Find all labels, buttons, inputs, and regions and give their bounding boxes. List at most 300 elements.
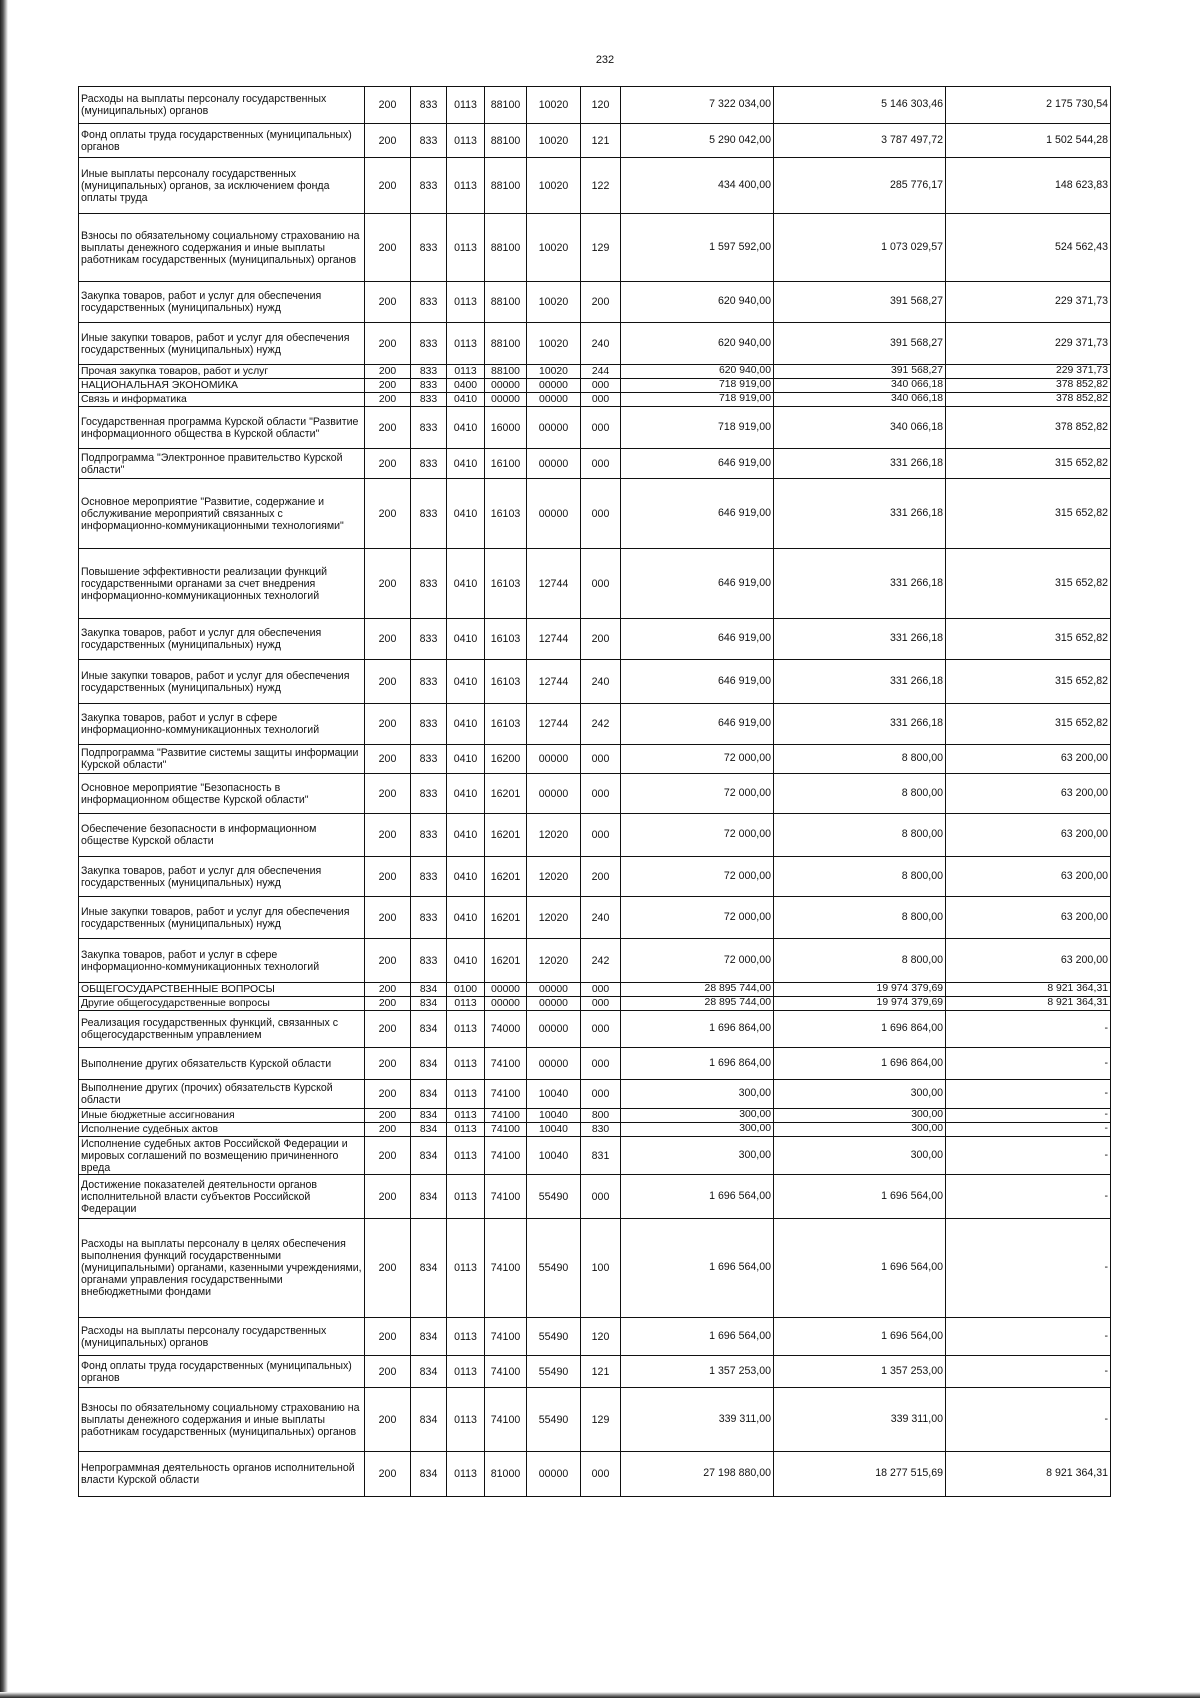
amount-value: 1 696 564,00	[881, 1261, 943, 1273]
amount-value: 300,00	[910, 1148, 943, 1161]
cell-amount-2	[774, 857, 946, 897]
cell-amount-1	[621, 774, 774, 814]
cell-col-code-5: 00000	[527, 983, 581, 997]
cell-col-code-5: 12020	[527, 939, 581, 983]
amount-value: 524 562,43	[1054, 240, 1108, 253]
cell-col-code-5: 10020	[527, 124, 581, 158]
cell-row-name: Иные закупки товаров, работ и услуг для обеспечения государственных (муниципальных) нужд	[79, 660, 365, 704]
amount-value: 646 919,00	[717, 576, 771, 589]
amount-value: 315 652,82	[1054, 456, 1108, 469]
amount-value: 378 852,82	[1054, 420, 1108, 433]
cell-amount-1	[621, 393, 774, 407]
cell-col-code-4: 88100	[485, 214, 527, 282]
cell-col-code-6: 200	[581, 619, 621, 660]
cell-amount-2	[774, 1388, 946, 1452]
cell-row-name: Взносы по обязательному социальному страхованию на выплаты денежного содержания и иные выплаты работникам государственных (муниципальных) органов	[79, 1388, 365, 1452]
amount-value: 646 919,00	[717, 506, 771, 519]
cell-col-code-5: 10020	[527, 214, 581, 282]
cell-col-code-2: 833	[411, 774, 447, 814]
amount-value: 19 974 379,69	[876, 983, 943, 994]
cell-col-code-3: 0410	[447, 393, 485, 407]
cell-col-code-2: 834	[411, 1048, 447, 1080]
cell-col-code-2: 834	[411, 1123, 447, 1137]
amount-value: 620 940,00	[717, 295, 771, 307]
cell-col-code-5: 10020	[527, 365, 581, 379]
table-row	[79, 745, 1111, 774]
amount-value: 63 200,00	[1060, 869, 1108, 882]
cell-amount-3	[946, 983, 1111, 997]
cell-amount-2	[774, 1123, 946, 1137]
cell-col-code-3: 0410	[447, 857, 485, 897]
cell-col-code-6: 121	[581, 124, 621, 158]
cell-col-code-1: 200	[365, 1011, 411, 1048]
cell-row-name: Подпрограмма "Электронное правительство Курской области"	[79, 449, 365, 479]
cell-col-code-5: 00000	[527, 1011, 581, 1048]
cell-col-code-2: 834	[411, 983, 447, 997]
amount-value: 315 652,82	[1054, 717, 1108, 729]
cell-col-code-6: 000	[581, 407, 621, 449]
amount-value: 340 066,18	[889, 420, 943, 433]
cell-amount-2	[774, 1452, 946, 1497]
cell-col-code-1: 200	[365, 214, 411, 282]
table-row	[79, 407, 1111, 449]
cell-amount-3	[946, 87, 1111, 124]
cell-amount-1	[621, 939, 774, 983]
amount-value: 300,00	[738, 1087, 771, 1099]
table-row	[79, 214, 1111, 282]
amount-value: 315 652,82	[1054, 576, 1108, 589]
amount-value: 300,00	[911, 1109, 943, 1120]
cell-amount-3	[946, 1219, 1111, 1318]
cell-amount-3	[946, 449, 1111, 479]
amount-value: 315 652,82	[1054, 506, 1108, 519]
amount-value: 1 696 564,00	[881, 1189, 943, 1202]
cell-col-code-3: 0113	[447, 997, 485, 1011]
cell-amount-3	[946, 1109, 1111, 1123]
cell-col-code-6: 000	[581, 1011, 621, 1048]
cell-amount-3	[946, 407, 1111, 449]
table-row	[79, 449, 1111, 479]
amount-value: -	[1104, 1022, 1108, 1034]
amount-value: 3 787 497,72	[881, 133, 943, 146]
cell-col-code-3: 0113	[447, 1356, 485, 1388]
budget-table	[78, 86, 1111, 1497]
cell-col-code-6: 240	[581, 323, 621, 365]
cell-amount-1	[621, 1219, 774, 1318]
cell-row-name: Непрограммная деятельность органов исполнительной власти Курской области	[79, 1452, 365, 1497]
cell-col-code-3: 0113	[447, 1318, 485, 1356]
amount-value: -	[1104, 1261, 1108, 1273]
cell-col-code-4: 74100	[485, 1080, 527, 1109]
amount-value: 8 921 364,31	[1047, 997, 1108, 1008]
amount-value: 28 895 744,00	[704, 983, 771, 994]
amount-value: -	[1104, 1056, 1108, 1069]
cell-col-code-6: 200	[581, 857, 621, 897]
cell-amount-1	[621, 745, 774, 774]
amount-value: 331 266,18	[889, 576, 943, 589]
cell-col-code-5: 10040	[527, 1123, 581, 1137]
cell-amount-1	[621, 1137, 774, 1175]
amount-value: 331 266,18	[889, 506, 943, 519]
cell-col-code-4: 00000	[485, 379, 527, 393]
cell-amount-1	[621, 1048, 774, 1080]
cell-amount-3	[946, 549, 1111, 619]
cell-col-code-5: 55490	[527, 1388, 581, 1452]
cell-col-code-1: 200	[365, 997, 411, 1011]
cell-col-code-1: 200	[365, 1123, 411, 1137]
cell-amount-3	[946, 158, 1111, 214]
table-row	[79, 774, 1111, 814]
amount-value: 331 266,18	[889, 717, 943, 729]
amount-value: -	[1104, 1189, 1108, 1202]
cell-row-name: Взносы по обязательному социальному страхованию на выплаты денежного содержания и иные выплаты работникам государственных (муниципальных) органов	[79, 214, 365, 282]
cell-col-code-2: 833	[411, 124, 447, 158]
amount-value: 1 696 564,00	[709, 1329, 771, 1342]
cell-amount-1	[621, 158, 774, 214]
amount-value: 300,00	[739, 1123, 771, 1134]
amount-value: 718 919,00	[718, 379, 771, 390]
cell-col-code-1: 200	[365, 379, 411, 393]
cell-row-name: Выполнение других (прочих) обязательств Курской области	[79, 1080, 365, 1109]
cell-col-code-5: 00000	[527, 479, 581, 549]
cell-col-code-1: 200	[365, 745, 411, 774]
cell-amount-2	[774, 1109, 946, 1123]
amount-value: -	[1104, 1087, 1108, 1099]
cell-col-code-4: 74100	[485, 1109, 527, 1123]
cell-amount-2	[774, 1175, 946, 1219]
cell-col-code-3: 0113	[447, 1452, 485, 1497]
amount-value: 1 597 592,00	[709, 240, 771, 253]
table-row	[79, 1011, 1111, 1048]
cell-col-code-2: 833	[411, 214, 447, 282]
cell-amount-2	[774, 774, 946, 814]
amount-value: 148 623,83	[1054, 178, 1108, 191]
cell-col-code-1: 200	[365, 1388, 411, 1452]
cell-col-code-2: 833	[411, 323, 447, 365]
cell-col-code-5: 00000	[527, 774, 581, 814]
cell-amount-2	[774, 282, 946, 323]
cell-col-code-6: 000	[581, 1080, 621, 1109]
cell-col-code-6: 129	[581, 1388, 621, 1452]
cell-col-code-1: 200	[365, 365, 411, 379]
cell-row-name: Фонд оплаты труда государственных (муниципальных) органов	[79, 1356, 365, 1388]
cell-col-code-3: 0113	[447, 1219, 485, 1318]
amount-value: 5 290 042,00	[709, 133, 771, 146]
cell-row-name: Подпрограмма "Развитие системы защиты информации Курской области"	[79, 745, 365, 774]
cell-col-code-5: 12020	[527, 814, 581, 857]
cell-amount-2	[774, 158, 946, 214]
cell-col-code-3: 0410	[447, 660, 485, 704]
cell-col-code-2: 834	[411, 1452, 447, 1497]
table-row	[79, 323, 1111, 365]
amount-value: 27 198 880,00	[703, 1467, 771, 1479]
cell-col-code-4: 74100	[485, 1137, 527, 1175]
cell-col-code-3: 0400	[447, 379, 485, 393]
cell-amount-2	[774, 745, 946, 774]
cell-col-code-5: 12020	[527, 897, 581, 939]
cell-col-code-3: 0113	[447, 1388, 485, 1452]
amount-value: 391 568,27	[890, 365, 943, 376]
cell-col-code-2: 834	[411, 1080, 447, 1109]
amount-value: 63 200,00	[1060, 953, 1108, 966]
cell-col-code-3: 0410	[447, 814, 485, 857]
cell-amount-1	[621, 897, 774, 939]
cell-col-code-3: 0113	[447, 1048, 485, 1080]
cell-col-code-4: 16103	[485, 704, 527, 745]
cell-amount-2	[774, 939, 946, 983]
cell-col-code-3: 0410	[447, 897, 485, 939]
table-row	[79, 660, 1111, 704]
cell-col-code-1: 200	[365, 479, 411, 549]
cell-amount-3	[946, 214, 1111, 282]
cell-amount-1	[621, 1356, 774, 1388]
cell-col-code-2: 833	[411, 449, 447, 479]
amount-value: 620 940,00	[718, 365, 771, 376]
table-row	[79, 124, 1111, 158]
cell-col-code-4: 74100	[485, 1123, 527, 1137]
cell-amount-1	[621, 87, 774, 124]
cell-col-code-4: 74100	[485, 1388, 527, 1452]
cell-col-code-6: 000	[581, 379, 621, 393]
cell-amount-1	[621, 660, 774, 704]
cell-col-code-3: 0410	[447, 479, 485, 549]
cell-col-code-6: 122	[581, 158, 621, 214]
cell-amount-3	[946, 1048, 1111, 1080]
cell-amount-1	[621, 1109, 774, 1123]
cell-amount-3	[946, 660, 1111, 704]
cell-col-code-2: 834	[411, 1109, 447, 1123]
cell-amount-2	[774, 449, 946, 479]
cell-amount-2	[774, 660, 946, 704]
table-row	[79, 393, 1111, 407]
cell-col-code-6: 240	[581, 660, 621, 704]
cell-col-code-4: 16103	[485, 660, 527, 704]
cell-row-name: Расходы на выплаты персоналу государственных (муниципальных) органов	[79, 1318, 365, 1356]
amount-value: 8 921 364,31	[1046, 1467, 1108, 1479]
cell-amount-2	[774, 1356, 946, 1388]
cell-col-code-2: 833	[411, 745, 447, 774]
cell-col-code-6: 120	[581, 87, 621, 124]
cell-col-code-6: 121	[581, 1356, 621, 1388]
cell-row-name: Достижение показателей деятельности органов исполнительной власти субъектов Российской Федерации	[79, 1175, 365, 1219]
cell-col-code-4: 74100	[485, 1175, 527, 1219]
cell-col-code-2: 833	[411, 619, 447, 660]
cell-col-code-6: 200	[581, 282, 621, 323]
cell-col-code-4: 88100	[485, 87, 527, 124]
cell-amount-1	[621, 1123, 774, 1137]
table-row	[79, 1356, 1111, 1388]
amount-value: -	[1104, 1329, 1108, 1342]
cell-amount-3	[946, 1011, 1111, 1048]
cell-col-code-5: 55490	[527, 1318, 581, 1356]
cell-col-code-2: 833	[411, 407, 447, 449]
table-row	[79, 158, 1111, 214]
cell-amount-1	[621, 379, 774, 393]
amount-value: 8 800,00	[901, 953, 943, 966]
cell-col-code-2: 834	[411, 1137, 447, 1175]
table-row	[79, 1123, 1111, 1137]
cell-col-code-3: 0113	[447, 282, 485, 323]
cell-amount-2	[774, 619, 946, 660]
cell-col-code-6: 000	[581, 814, 621, 857]
cell-amount-3	[946, 857, 1111, 897]
table-row	[79, 1219, 1111, 1318]
amount-value: 2 175 730,54	[1046, 98, 1108, 110]
table-row	[79, 1109, 1111, 1123]
cell-col-code-2: 833	[411, 479, 447, 549]
cell-amount-3	[946, 814, 1111, 857]
amount-value: 340 066,18	[890, 379, 943, 390]
cell-col-code-3: 0113	[447, 1175, 485, 1219]
cell-col-code-2: 833	[411, 857, 447, 897]
table-row	[79, 282, 1111, 323]
cell-col-code-3: 0410	[447, 745, 485, 774]
scan-left-edge	[0, 0, 8, 1698]
cell-col-code-1: 200	[365, 323, 411, 365]
cell-col-code-5: 00000	[527, 1048, 581, 1080]
cell-col-code-1: 200	[365, 407, 411, 449]
cell-col-code-1: 200	[365, 1219, 411, 1318]
cell-col-code-4: 00000	[485, 997, 527, 1011]
cell-col-code-4: 16103	[485, 479, 527, 549]
cell-amount-1	[621, 323, 774, 365]
cell-col-code-3: 0113	[447, 124, 485, 158]
cell-row-name: Связь и информатика	[79, 393, 365, 407]
cell-amount-2	[774, 393, 946, 407]
amount-value: 620 940,00	[717, 336, 771, 349]
cell-col-code-5: 00000	[527, 393, 581, 407]
cell-row-name: Закупка товаров, работ и услуг для обеспечения государственных (муниципальных) нужд	[79, 857, 365, 897]
cell-amount-3	[946, 897, 1111, 939]
amount-value: 718 919,00	[717, 420, 771, 433]
cell-amount-2	[774, 407, 946, 449]
cell-amount-3	[946, 774, 1111, 814]
cell-col-code-1: 200	[365, 774, 411, 814]
cell-col-code-5: 10020	[527, 87, 581, 124]
cell-amount-3	[946, 323, 1111, 365]
budget-table-body	[79, 87, 1111, 1497]
amount-value: 8 800,00	[901, 910, 943, 923]
cell-amount-3	[946, 393, 1111, 407]
cell-col-code-3: 0113	[447, 87, 485, 124]
cell-col-code-6: 000	[581, 774, 621, 814]
cell-col-code-1: 200	[365, 619, 411, 660]
cell-col-code-1: 200	[365, 983, 411, 997]
cell-col-code-4: 74100	[485, 1219, 527, 1318]
amount-value: 8 800,00	[901, 786, 943, 799]
cell-row-name: Обеспечение безопасности в информационном обществе Курской области	[79, 814, 365, 857]
cell-amount-2	[774, 124, 946, 158]
cell-col-code-3: 0113	[447, 1080, 485, 1109]
cell-amount-2	[774, 1048, 946, 1080]
cell-row-name: Государственная программа Курской области "Развитие информационного общества в Курской области"	[79, 407, 365, 449]
cell-col-code-4: 88100	[485, 365, 527, 379]
cell-col-code-1: 200	[365, 1452, 411, 1497]
cell-amount-1	[621, 1080, 774, 1109]
cell-row-name: Основное мероприятие "Развитие, содержание и обслуживание мероприятий связанных с информационно-коммуникационными технологиями"	[79, 479, 365, 549]
cell-amount-2	[774, 549, 946, 619]
cell-col-code-6: 000	[581, 1175, 621, 1219]
cell-row-name: Другие общегосударственные вопросы	[79, 997, 365, 1011]
cell-col-code-5: 55490	[527, 1356, 581, 1388]
amount-value: 1 357 253,00	[709, 1364, 771, 1377]
amount-value: 300,00	[910, 1087, 943, 1099]
cell-col-code-3: 0410	[447, 939, 485, 983]
cell-amount-1	[621, 619, 774, 660]
cell-col-code-1: 200	[365, 1048, 411, 1080]
cell-amount-3	[946, 704, 1111, 745]
table-row	[79, 897, 1111, 939]
amount-value: 378 852,82	[1055, 393, 1108, 404]
amount-value: 1 696 864,00	[709, 1056, 771, 1069]
cell-col-code-1: 200	[365, 87, 411, 124]
amount-value: 1 073 029,57	[881, 240, 943, 253]
amount-value: 391 568,27	[889, 295, 943, 307]
amount-value: 1 696 864,00	[709, 1022, 771, 1034]
amount-value: 19 974 379,69	[876, 997, 943, 1008]
cell-col-code-1: 200	[365, 1175, 411, 1219]
table-row	[79, 814, 1111, 857]
cell-amount-2	[774, 1080, 946, 1109]
cell-col-code-6: 000	[581, 983, 621, 997]
cell-col-code-2: 833	[411, 87, 447, 124]
cell-amount-2	[774, 1318, 946, 1356]
cell-col-code-6: 800	[581, 1109, 621, 1123]
cell-col-code-1: 200	[365, 897, 411, 939]
cell-col-code-5: 10040	[527, 1137, 581, 1175]
cell-amount-1	[621, 1318, 774, 1356]
cell-col-code-3: 0113	[447, 158, 485, 214]
cell-col-code-4: 16200	[485, 745, 527, 774]
amount-value: 72 000,00	[723, 786, 771, 799]
cell-col-code-6: 129	[581, 214, 621, 282]
cell-col-code-6: 000	[581, 745, 621, 774]
cell-row-name: Расходы на выплаты персоналу в целях обеспечения выполнения функций государственными (муниципальными) органами, казенными учреждениями, органами управления государственными внебюджетными фондами	[79, 1219, 365, 1318]
cell-col-code-1: 200	[365, 158, 411, 214]
amount-value: 1 696 564,00	[709, 1261, 771, 1273]
amount-value: 72 000,00	[723, 910, 771, 923]
cell-col-code-2: 833	[411, 704, 447, 745]
cell-col-code-2: 833	[411, 660, 447, 704]
cell-col-code-1: 200	[365, 1080, 411, 1109]
cell-amount-1	[621, 814, 774, 857]
cell-col-code-3: 0410	[447, 449, 485, 479]
cell-col-code-4: 16201	[485, 857, 527, 897]
amount-value: 285 776,17	[889, 178, 943, 191]
amount-value: 72 000,00	[723, 869, 771, 882]
cell-col-code-5: 00000	[527, 1452, 581, 1497]
amount-value: 28 895 744,00	[704, 997, 771, 1008]
cell-col-code-4: 00000	[485, 983, 527, 997]
cell-col-code-1: 200	[365, 857, 411, 897]
cell-amount-3	[946, 1137, 1111, 1175]
cell-amount-1	[621, 997, 774, 1011]
cell-col-code-2: 833	[411, 365, 447, 379]
cell-col-code-6: 242	[581, 939, 621, 983]
cell-col-code-1: 200	[365, 1109, 411, 1123]
cell-amount-3	[946, 1175, 1111, 1219]
cell-col-code-6: 000	[581, 1048, 621, 1080]
cell-col-code-5: 00000	[527, 449, 581, 479]
cell-row-name: ОБЩЕГОСУДАРСТВЕННЫЕ ВОПРОСЫ	[79, 983, 365, 997]
cell-amount-3	[946, 479, 1111, 549]
cell-col-code-6: 000	[581, 549, 621, 619]
amount-value: 718 919,00	[718, 393, 771, 404]
cell-amount-2	[774, 479, 946, 549]
amount-value: 63 200,00	[1060, 752, 1108, 764]
amount-value: 1 696 564,00	[709, 1189, 771, 1202]
cell-col-code-3: 0113	[447, 323, 485, 365]
